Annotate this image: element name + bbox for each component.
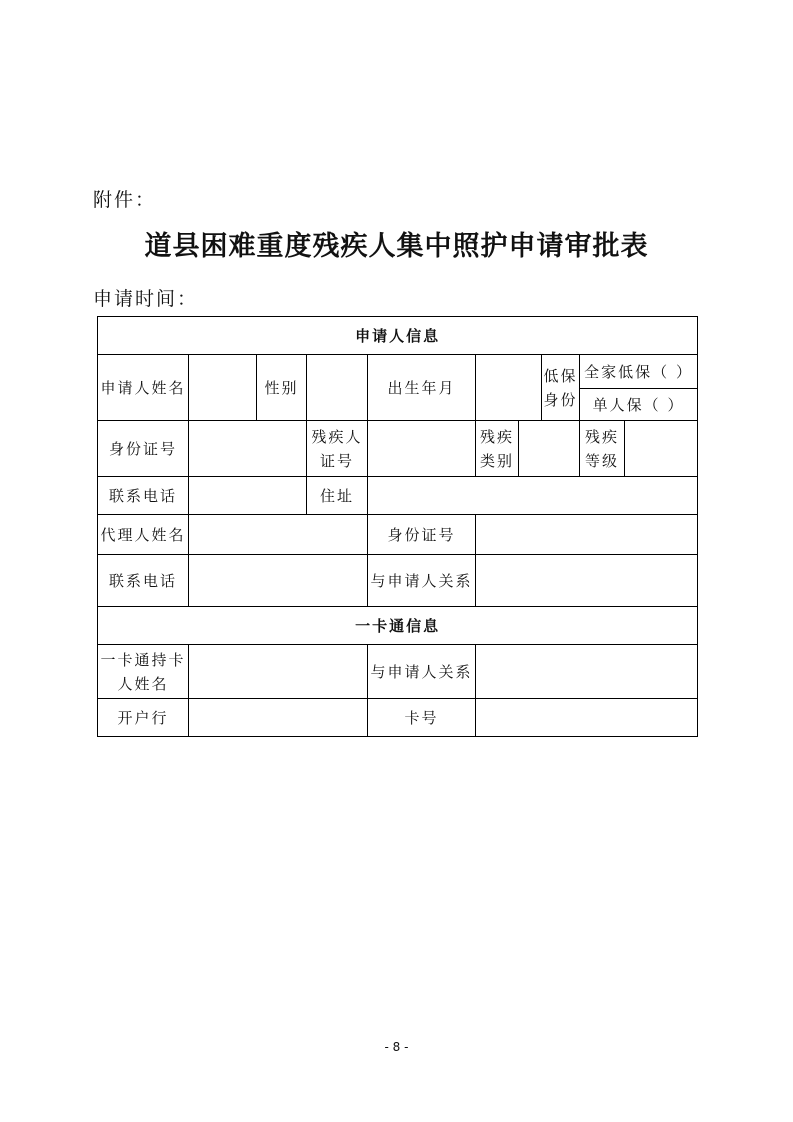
address-label: 住址 — [307, 477, 368, 515]
address-field[interactable] — [368, 477, 698, 515]
disability-level-label: 残疾等级 — [580, 421, 625, 477]
dibao-status-label: 低保身份 — [542, 355, 580, 421]
card-holder-relation-label: 与申请人关系 — [368, 645, 476, 699]
page-title: 道县困难重度残疾人集中照护申请审批表 — [144, 231, 649, 262]
gender-label: 性别 — [257, 355, 307, 421]
disability-level-field[interactable] — [625, 421, 698, 477]
agent-relation-label: 与申请人关系 — [368, 555, 476, 607]
phone-label: 联系电话 — [98, 477, 189, 515]
agent-id-number-label: 身份证号 — [368, 515, 476, 555]
attachment-label: 附件： — [93, 189, 157, 211]
birth-field[interactable] — [476, 355, 542, 421]
card-holder-name-label: 一卡通持卡人姓名 — [98, 645, 189, 699]
phone-field[interactable] — [189, 477, 307, 515]
applicant-name-field[interactable] — [189, 355, 257, 421]
agent-relation-field[interactable] — [476, 555, 698, 607]
apply-time-label: 申请时间： — [93, 288, 199, 310]
agent-name-label: 代理人姓名 — [98, 515, 189, 555]
single-person-dibao-option[interactable]: 单人保（ ） — [580, 389, 698, 421]
whole-family-dibao-option[interactable]: 全家低保（ ） — [580, 355, 698, 389]
agent-phone-label: 联系电话 — [98, 555, 189, 607]
disability-type-field[interactable] — [519, 421, 580, 477]
agent-id-number-field[interactable] — [476, 515, 698, 555]
gender-field[interactable] — [307, 355, 368, 421]
id-number-field[interactable] — [189, 421, 307, 477]
applicant-section-header: 申请人信息 — [98, 317, 698, 355]
bank-label: 开户行 — [98, 699, 189, 737]
card-number-label: 卡号 — [368, 699, 476, 737]
application-form-table — [97, 316, 698, 737]
applicant-name-label: 申请人姓名 — [98, 355, 189, 421]
card-number-field[interactable] — [476, 699, 698, 737]
bank-field[interactable] — [189, 699, 368, 737]
card-section-header: 一卡通信息 — [98, 607, 698, 645]
agent-name-field[interactable] — [189, 515, 368, 555]
disability-card-no-label: 残疾人证号 — [307, 421, 368, 477]
agent-phone-field[interactable] — [189, 555, 368, 607]
birth-label: 出生年月 — [368, 355, 476, 421]
disability-type-label: 残疾类别 — [476, 421, 519, 477]
disability-card-no-field[interactable] — [368, 421, 476, 477]
card-holder-name-field[interactable] — [189, 645, 368, 699]
id-number-label: 身份证号 — [98, 421, 189, 477]
card-holder-relation-field[interactable] — [476, 645, 698, 699]
page-number: - 8 - — [384, 1040, 409, 1054]
